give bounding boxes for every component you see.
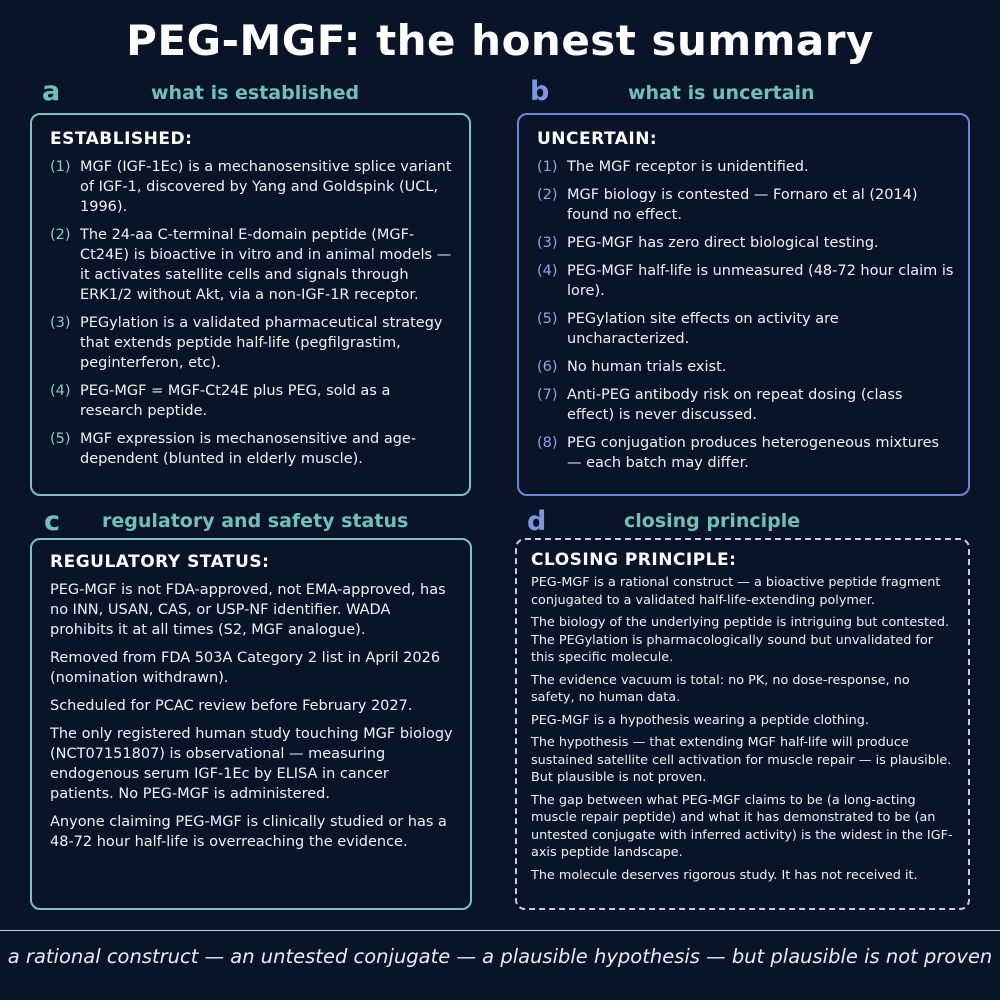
- uncertain-item: [537, 233, 954, 253]
- item-text: Anti-PEG antibody risk on repeat dosing (class effect) is never discussed.: [567, 387, 903, 423]
- regulatory-paragraph: PEG-MGF is not FDA-approved, not EMA-approved, has no INN, USAN, CAS, or USP-NF identifier. WADA prohibits it at all times (S2, MGF analogue).: [50, 582, 446, 638]
- established-item: [50, 313, 455, 373]
- established-box: [30, 113, 471, 496]
- item-text: PEGylation is a validated pharmaceutical strategy that extends peptide half-life (pegfilgrastim, peginterferon, etc).: [80, 315, 443, 371]
- regulatory-paragraph: Anyone claiming PEG-MGF is clinically studied or has a 48-72 hour half-life is overreaching the evidence.: [50, 814, 447, 850]
- panel-c-heading: regulatory and safety status: [102, 510, 409, 532]
- uncertain-box: [517, 113, 970, 496]
- item-text: No human trials exist.: [567, 359, 727, 375]
- uncertain-item: [537, 185, 954, 225]
- established-list: [50, 157, 455, 469]
- item-text: PEG-MGF = MGF-Ct24E plus PEG, sold as a research peptide.: [80, 383, 391, 419]
- uncertain-item: [537, 433, 954, 473]
- item-number: (1): [50, 159, 71, 175]
- item-number: (3): [537, 235, 558, 251]
- regulatory-paragraph: The only registered human study touching MGF biology (NCT07151807) is observational — measuring endogenous serum IGF-1Ec by ELISA in cancer patients. No PEG-MGF is administered.: [50, 726, 453, 802]
- item-text: The MGF receptor is unidentified.: [567, 159, 809, 175]
- closing-paragraphs: [531, 574, 956, 884]
- panel-b-letter: b: [530, 76, 550, 107]
- established-item: [50, 225, 455, 305]
- regulatory-box: [30, 538, 472, 910]
- established-item: [50, 429, 455, 469]
- uncertain-item: [537, 261, 954, 301]
- uncertain-item: [537, 157, 954, 177]
- established-item: [50, 157, 455, 217]
- closing-box: [515, 538, 970, 910]
- established-item: [50, 381, 455, 421]
- item-text: MGF (IGF-1Ec) is a mechanosensitive splice variant of IGF-1, discovered by Yang and Goldspink (UCL, 1996).: [80, 159, 452, 215]
- closing-title: CLOSING PRINCIPLE:: [531, 550, 737, 570]
- item-text: PEG conjugation produces heterogeneous mixtures — each batch may differ.: [567, 435, 940, 471]
- item-text: PEG-MGF half-life is unmeasured (48-72 hour claim is lore).: [567, 263, 954, 299]
- uncertain-list: [537, 157, 954, 473]
- panel-c-letter: c: [44, 506, 61, 537]
- closing-paragraph: The molecule deserves rigorous study. It has not received it.: [531, 867, 918, 883]
- regulatory-title: REGULATORY STATUS:: [50, 552, 270, 572]
- uncertain-title: UNCERTAIN:: [537, 129, 658, 149]
- uncertain-item: [537, 385, 954, 425]
- item-text: MGF expression is mechanosensitive and age-dependent (blunted in elderly muscle).: [80, 431, 417, 467]
- footer-tagline: a rational construct — an untested conjugate — a plausible hypothesis — but plausible is not proven: [7, 945, 993, 968]
- item-number: (4): [537, 263, 558, 279]
- panel-d-letter: d: [527, 506, 547, 537]
- closing-paragraph: PEG-MGF is a hypothesis wearing a peptide clothing.: [531, 712, 869, 728]
- panel-d-heading: closing principle: [624, 510, 801, 532]
- closing-paragraph: The hypothesis — that extending MGF half-life will produce sustained satellite cell activation for muscle repair — is plausible. But plausible is not proven.: [531, 735, 952, 785]
- closing-paragraph: The gap between what PEG-MGF claims to be (a long-acting muscle repair peptide) and what it has demonstrated to be (an untested conjugate with inferred activity) is the widest in the IGF-axis peptide landscape.: [531, 792, 953, 860]
- item-text: MGF biology is contested — Fornaro et al (2014) found no effect.: [567, 187, 918, 223]
- item-number: (1): [537, 159, 558, 175]
- uncertain-item: [537, 357, 954, 377]
- panel-a-heading: what is established: [151, 82, 360, 104]
- uncertain-item: [537, 309, 954, 349]
- item-number: (6): [537, 359, 558, 375]
- regulatory-paragraphs: [50, 580, 456, 852]
- item-number: (3): [50, 315, 71, 331]
- item-number: (2): [50, 227, 71, 243]
- item-number: (4): [50, 383, 71, 399]
- item-text: PEG-MGF has zero direct biological testing.: [567, 235, 879, 251]
- regulatory-paragraph: Removed from FDA 503A Category 2 list in April 2026 (nomination withdrawn).: [50, 650, 441, 686]
- regulatory-paragraph: Scheduled for PCAC review before February 2027.: [50, 698, 413, 714]
- panel-b-heading: what is uncertain: [628, 82, 815, 104]
- item-number: (5): [537, 311, 558, 327]
- item-text: PEGylation site effects on activity are uncharacterized.: [567, 311, 839, 347]
- panel-a-letter: a: [42, 76, 61, 107]
- established-title: ESTABLISHED:: [50, 129, 193, 149]
- item-text: The 24-aa C-terminal E-domain peptide (MGF-Ct24E) is bioactive in vitro and in animal models — it activates satellite cells and signals through ERK1/2 without Akt, via a non-IGF-1R receptor.: [80, 227, 452, 303]
- item-number: (7): [537, 387, 558, 403]
- closing-paragraph: The biology of the underlying peptide is intriguing but contested. The PEGylation is pharmacologically sound but unvalidated for this specific molecule.: [531, 615, 950, 665]
- closing-paragraph: PEG-MGF is a rational construct — a bioactive peptide fragment conjugated to a validated half-life-extending polymer.: [531, 575, 941, 608]
- item-number: (2): [537, 187, 558, 203]
- closing-paragraph: The evidence vacuum is total: no PK, no dose-response, no safety, no human data.: [531, 672, 910, 705]
- item-number: (8): [537, 435, 558, 451]
- page-title: PEG-MGF: the honest summary: [126, 16, 874, 65]
- item-number: (5): [50, 431, 71, 447]
- footer-divider: [0, 930, 1000, 931]
